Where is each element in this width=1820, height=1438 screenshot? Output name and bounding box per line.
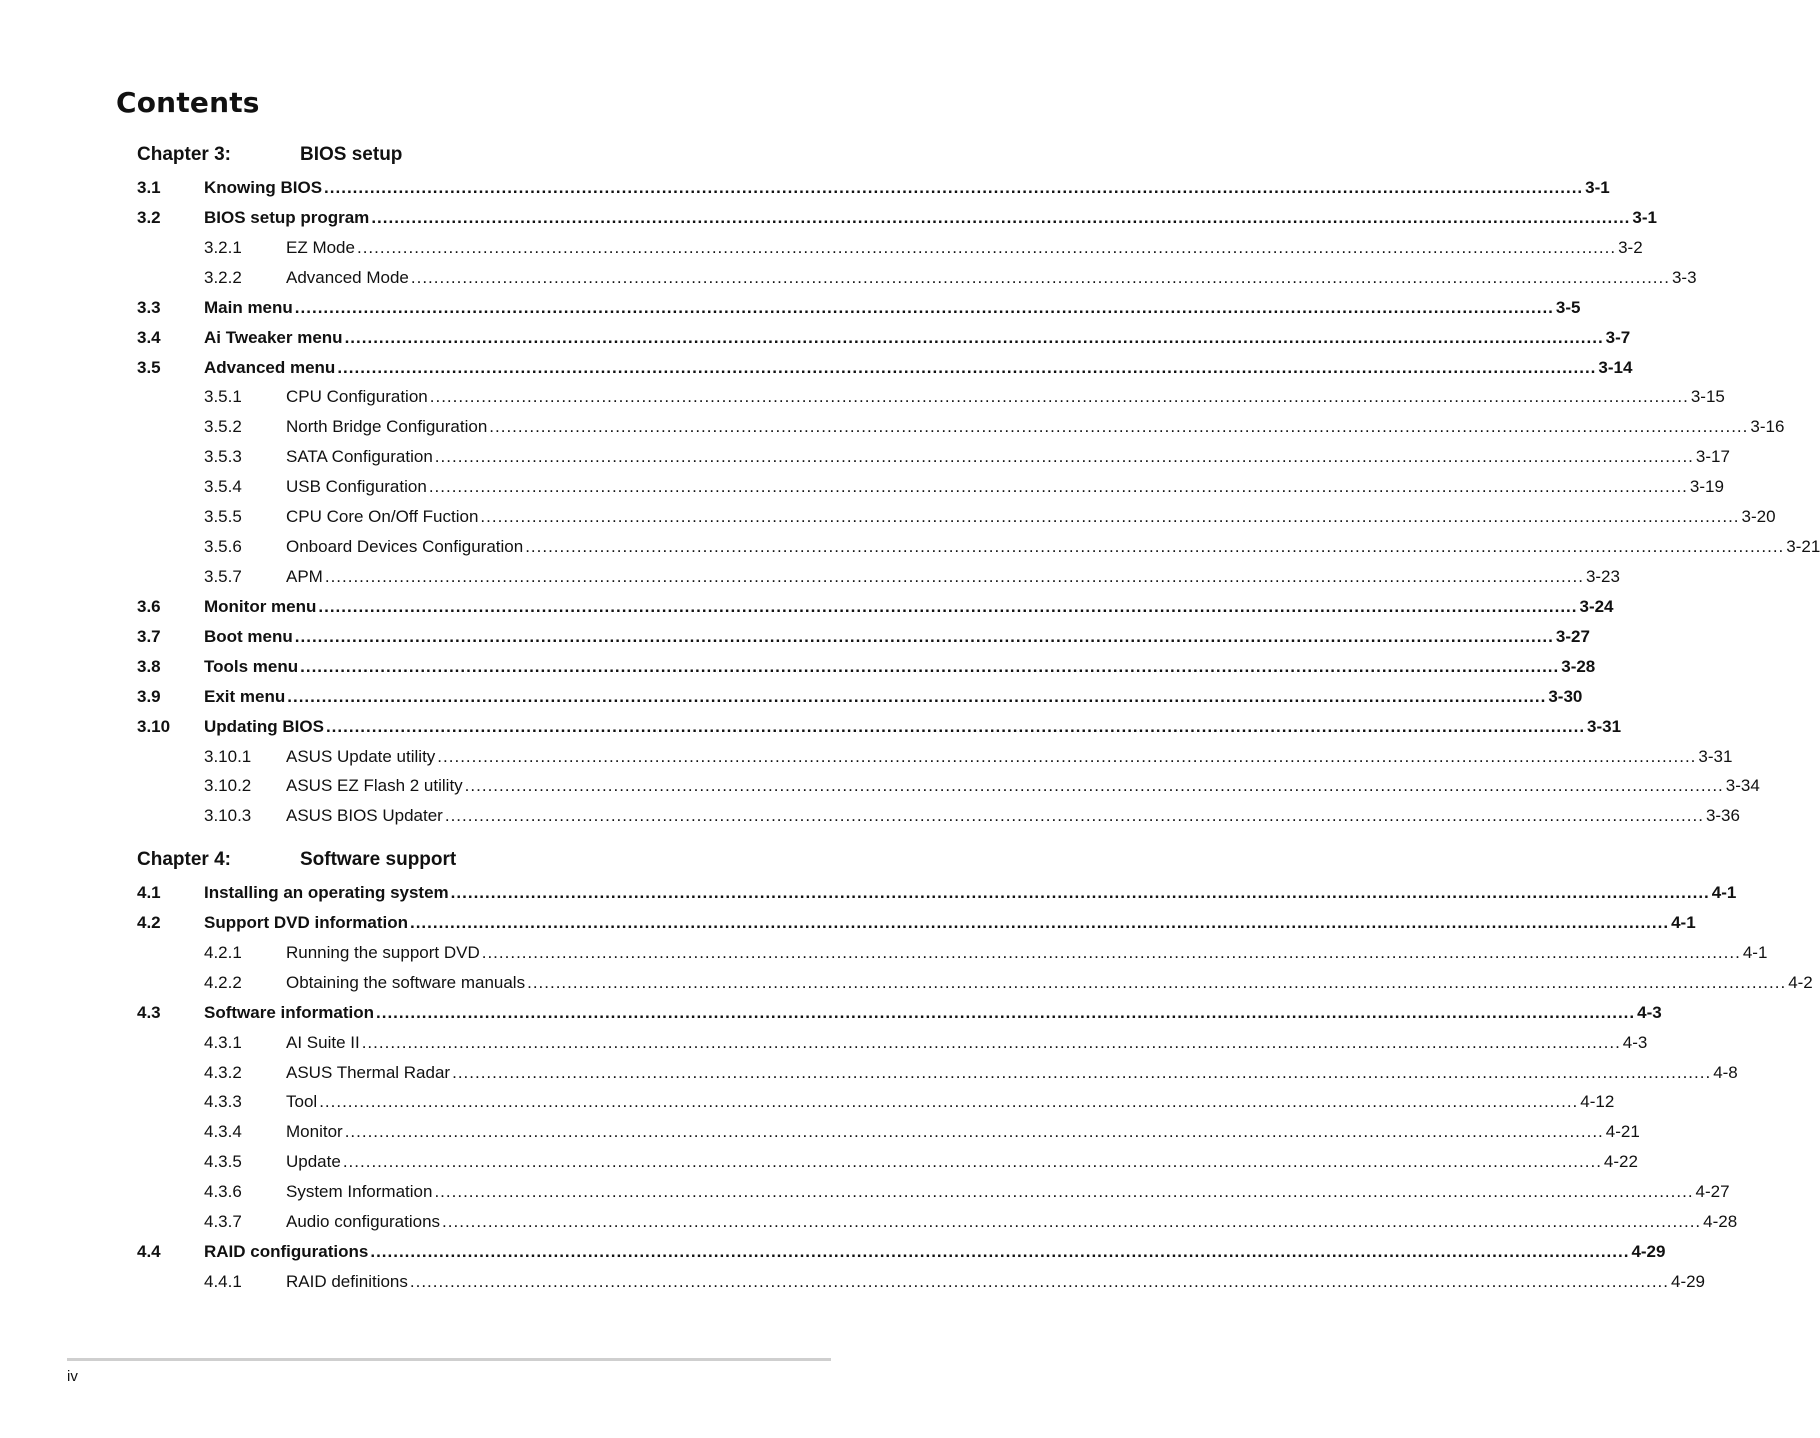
entry-number: 3.9 — [137, 686, 161, 706]
entry-number: 3.5.2 — [204, 417, 242, 437]
entry-number: 3.5 — [137, 357, 161, 377]
entry-page: 4-29 — [1670, 1272, 1706, 1291]
entry-title: Monitor — [286, 1122, 343, 1142]
entry-number: 3.10 — [137, 716, 171, 736]
toc-section-entry[interactable] — [137, 715, 1622, 739]
toc-subsection-entry[interactable] — [137, 804, 1740, 828]
entry-title: RAID configurations — [204, 1242, 369, 1261]
entry-page: 3-1 — [1585, 178, 1610, 197]
entry-title: BIOS setup program — [204, 207, 370, 227]
entry-page: 4-1 — [1711, 883, 1737, 902]
dot-leader: ............................................................................................................................................................................................................................ — [481, 942, 1741, 962]
entry-page: 3-19 — [1689, 477, 1724, 497]
entry-title: North Bridge Configuration — [286, 417, 488, 437]
entry-title: Advanced menu — [204, 357, 336, 377]
entry-page: 3-7 — [1605, 327, 1631, 347]
entry-page: 3-3 — [1671, 267, 1697, 287]
toc-section-entry[interactable] — [137, 881, 1737, 905]
dot-leader: ............................................................................................................................................................................................................................ — [434, 1182, 1694, 1202]
entry-number: 3.5.7 — [204, 567, 242, 586]
entry-page: 3-34 — [1725, 776, 1760, 796]
toc-subsection-entry[interactable] — [137, 1210, 1738, 1234]
dot-leader: ............................................................................................................................................................................................................................ — [450, 883, 1710, 902]
toc-subsection-entry[interactable] — [137, 971, 1813, 995]
entry-title: CPU Configuration — [286, 387, 428, 407]
entry-page: 4-3 — [1622, 1032, 1648, 1052]
dot-leader: ............................................................................................................................................................................................................................ — [294, 626, 1554, 646]
entry-number: 4.3.5 — [204, 1152, 242, 1172]
entry-title: Exit menu — [204, 686, 286, 706]
toc-section-entry[interactable] — [137, 296, 1581, 320]
dot-leader: ............................................................................................................................................................................................................................ — [428, 477, 1688, 497]
entry-title: ASUS Update utility — [286, 746, 436, 766]
entry-title: Running the support DVD — [286, 942, 480, 962]
entry-title: Software information — [204, 1002, 375, 1022]
entry-title: ASUS BIOS Updater — [286, 806, 443, 826]
entry-number: 3.3 — [137, 297, 161, 317]
dot-leader: ............................................................................................................................................................................................................................ — [429, 387, 1689, 407]
entry-number: 3.10.2 — [204, 776, 252, 796]
toc-subsection-entry[interactable] — [137, 415, 1785, 439]
dot-leader: ............................................................................................................................................................................................................................ — [464, 776, 1724, 796]
entry-page: 3-23 — [1585, 567, 1620, 586]
dot-leader: ............................................................................................................................................................................................................................ — [344, 327, 1604, 347]
toc-section-entry[interactable] — [137, 595, 1614, 619]
entry-title: APM — [286, 567, 323, 586]
toc-subsection-entry[interactable] — [137, 774, 1760, 798]
entry-title: System Information — [286, 1182, 433, 1202]
footer-divider — [67, 1358, 831, 1361]
entry-number: 4.3.1 — [204, 1032, 242, 1052]
entry-page: 3-21 — [1786, 537, 1820, 556]
entry-title: Monitor menu — [204, 596, 317, 616]
toc-subsection-entry[interactable] — [137, 266, 1697, 290]
entry-page: 4-8 — [1713, 1062, 1738, 1082]
toc-subsection-entry[interactable] — [137, 236, 1643, 260]
entry-number: 3.2 — [137, 207, 161, 227]
dot-leader: ............................................................................................................................................................................................................................ — [409, 1272, 1669, 1291]
dot-leader: ............................................................................................................................................................................................................................ — [437, 746, 1697, 766]
dot-leader: ............................................................................................................................................................................................................................ — [409, 912, 1670, 932]
entry-page: 3-24 — [1579, 596, 1614, 616]
dot-leader: ............................................................................................................................................................................................................................ — [337, 357, 1597, 377]
entry-page: 3-15 — [1690, 387, 1725, 407]
entry-page: 3-36 — [1705, 806, 1740, 826]
entry-page: 3-2 — [1618, 237, 1643, 257]
toc-subsection-entry[interactable] — [137, 1120, 1640, 1144]
chapter-name: BIOS setup — [300, 144, 403, 165]
entry-number: 4.2 — [137, 912, 161, 932]
page-title: Contents — [116, 86, 260, 119]
toc-section-entry[interactable] — [137, 1240, 1666, 1264]
entry-page: 3-31 — [1587, 716, 1622, 736]
entry-page: 4-27 — [1695, 1182, 1730, 1202]
dot-leader: ............................................................................................................................................................................................................................ — [525, 537, 1785, 556]
entry-number: 3.4 — [137, 327, 161, 347]
entry-page: 3-5 — [1555, 297, 1581, 317]
entry-title: Knowing BIOS — [204, 178, 323, 197]
toc-section-entry[interactable] — [137, 326, 1631, 350]
toc-subsection-entry[interactable] — [137, 385, 1725, 409]
entry-title: Tools menu — [204, 656, 299, 676]
page-number: iv — [67, 1368, 78, 1385]
toc-section-entry[interactable] — [137, 176, 1610, 200]
dot-leader: ............................................................................................................................................................................................................................ — [300, 656, 1560, 676]
entry-title: Audio configurations — [286, 1212, 441, 1232]
chapter-heading — [137, 144, 797, 170]
dot-leader: ............................................................................................................................................................................................................................ — [344, 1122, 1604, 1142]
entry-title: USB Configuration — [286, 477, 427, 497]
entry-number: 4.3.3 — [204, 1092, 242, 1112]
chapter-label: Chapter 3: — [137, 144, 231, 165]
entry-title: Main menu — [204, 297, 293, 317]
entry-title: Ai Tweaker menu — [204, 327, 343, 347]
toc-section-entry[interactable] — [137, 625, 1590, 649]
entry-number: 3.5.5 — [204, 507, 242, 527]
dot-leader: ............................................................................................................................................................................................................................ — [318, 596, 1578, 616]
dot-leader: ............................................................................................................................................................................................................................ — [376, 1002, 1636, 1022]
toc-subsection-entry[interactable] — [137, 565, 1620, 589]
entry-number: 3.2.1 — [204, 237, 242, 257]
dot-leader: ............................................................................................................................................................................................................................ — [319, 1092, 1579, 1112]
dot-leader: ............................................................................................................................................................................................................................ — [489, 417, 1749, 437]
toc-subsection-entry[interactable] — [137, 475, 1724, 499]
toc-subsection-entry[interactable] — [137, 745, 1733, 769]
dot-leader: ............................................................................................................................................................................................................................ — [361, 1032, 1621, 1052]
dot-leader: ............................................................................................................................................................................................................................ — [452, 1062, 1712, 1082]
dot-leader: ............................................................................................................................................................................................................................ — [325, 716, 1586, 736]
dot-leader: ............................................................................................................................................................................................................................ — [480, 507, 1740, 527]
toc-section-entry[interactable] — [137, 1001, 1662, 1025]
toc-section-entry[interactable] — [137, 911, 1696, 935]
entry-title: CPU Core On/Off Fuction — [286, 507, 479, 527]
entry-page: 4-1 — [1742, 942, 1768, 962]
entry-title: Tool — [286, 1092, 318, 1112]
entry-page: 4-3 — [1637, 1002, 1662, 1022]
entry-number: 3.5.4 — [204, 477, 242, 497]
entry-number: 3.2.2 — [204, 267, 242, 287]
entry-page: 3-31 — [1698, 746, 1733, 766]
dot-leader: ............................................................................................................................................................................................................................ — [434, 447, 1694, 467]
toc-subsection-entry[interactable] — [137, 1061, 1738, 1085]
entry-number: 4.3 — [137, 1002, 161, 1022]
entry-title: ASUS EZ Flash 2 utility — [286, 776, 463, 796]
chapter-label: Chapter 4: — [137, 849, 231, 870]
toc-subsection-entry[interactable] — [137, 941, 1768, 965]
entry-page: 3-28 — [1561, 656, 1596, 676]
dot-leader: ............................................................................................................................................................................................................................ — [442, 1212, 1702, 1232]
entry-page: 4-1 — [1671, 912, 1696, 932]
dot-leader: ............................................................................................................................................................................................................................ — [342, 1152, 1602, 1172]
entry-number: 4.3.7 — [204, 1212, 242, 1232]
chapter-heading — [137, 849, 797, 875]
dot-leader: ............................................................................................................................................................................................................................ — [444, 806, 1704, 826]
entry-number: 3.6 — [137, 596, 161, 616]
toc-section-entry[interactable] — [137, 356, 1633, 380]
entry-page: 3-14 — [1598, 357, 1633, 377]
toc-subsection-entry[interactable] — [137, 1031, 1648, 1055]
dot-leader: ............................................................................................................................................................................................................................ — [370, 1242, 1630, 1261]
entry-page: 4-29 — [1631, 1242, 1666, 1261]
entry-number: 3.8 — [137, 656, 161, 676]
entry-page: 3-1 — [1632, 207, 1657, 227]
entry-page: 4-28 — [1703, 1212, 1738, 1232]
toc-subsection-entry[interactable] — [137, 1150, 1638, 1174]
entry-title: Boot menu — [204, 626, 293, 646]
entry-number: 4.4.1 — [204, 1272, 242, 1291]
entry-title: Onboard Devices Configuration — [286, 537, 524, 556]
toc-subsection-entry[interactable] — [137, 445, 1730, 469]
dot-leader: ............................................................................................................................................................................................................................ — [356, 237, 1617, 257]
entry-number: 3.5.3 — [204, 447, 242, 467]
entry-title: Installing an operating system — [204, 883, 449, 902]
entry-title: SATA Configuration — [286, 447, 433, 467]
dot-leader: ............................................................................................................................................................................................................................ — [371, 207, 1631, 227]
toc-section-entry[interactable] — [137, 206, 1657, 230]
entry-title: Update — [286, 1152, 341, 1172]
entry-title: Support DVD information — [204, 912, 408, 932]
toc-subsection-entry[interactable] — [137, 505, 1776, 529]
entry-number: 4.2.1 — [204, 942, 242, 962]
entry-page: 3-17 — [1695, 447, 1730, 467]
entry-title: AI Suite II — [286, 1032, 360, 1052]
entry-number: 3.7 — [137, 626, 161, 646]
entry-title: RAID definitions — [286, 1272, 408, 1291]
entry-number: 4.3.2 — [204, 1062, 242, 1082]
entry-number: 3.10.3 — [204, 806, 252, 826]
entry-number: 3.1 — [137, 178, 161, 197]
dot-leader: ............................................................................................................................................................................................................................ — [410, 267, 1670, 287]
chapter-name: Software support — [300, 849, 457, 870]
entry-number: 4.4 — [137, 1242, 161, 1261]
entry-number: 3.5.1 — [204, 387, 242, 407]
dot-leader: ............................................................................................................................................................................................................................ — [527, 972, 1787, 992]
entry-page: 4-22 — [1603, 1152, 1638, 1172]
entry-number: 4.3.4 — [204, 1122, 242, 1142]
entry-title: ASUS Thermal Radar — [286, 1062, 451, 1082]
entry-number: 4.3.6 — [204, 1182, 242, 1202]
dot-leader: ............................................................................................................................................................................................................................ — [287, 686, 1547, 706]
entry-title: Advanced Mode — [286, 267, 409, 287]
entry-page: 4-12 — [1580, 1092, 1615, 1112]
entry-number: 4.1 — [137, 883, 161, 902]
toc-section-entry[interactable] — [137, 655, 1596, 679]
toc-subsection-entry[interactable] — [137, 1270, 1706, 1294]
toc-subsection-entry[interactable] — [137, 535, 1820, 559]
toc-section-entry[interactable] — [137, 685, 1583, 709]
toc-subsection-entry[interactable] — [137, 1180, 1730, 1204]
entry-page: 4-21 — [1605, 1122, 1640, 1142]
entry-title: Obtaining the software manuals — [286, 972, 526, 992]
entry-number: 4.2.2 — [204, 972, 242, 992]
entry-page: 3-16 — [1750, 417, 1785, 437]
entry-page: 3-30 — [1548, 686, 1583, 706]
entry-number: 3.10.1 — [204, 746, 252, 766]
dot-leader: ............................................................................................................................................................................................................................ — [324, 178, 1584, 197]
dot-leader: ............................................................................................................................................................................................................................ — [324, 567, 1584, 586]
entry-page: 3-20 — [1741, 507, 1776, 527]
dot-leader: ............................................................................................................................................................................................................................ — [294, 297, 1554, 317]
entry-page: 3-27 — [1555, 626, 1590, 646]
entry-page: 4-2 — [1788, 972, 1813, 992]
entry-title: Updating BIOS — [204, 716, 324, 736]
entry-title: EZ Mode — [286, 237, 355, 257]
toc-subsection-entry[interactable] — [137, 1090, 1615, 1114]
entry-number: 3.5.6 — [204, 537, 242, 556]
